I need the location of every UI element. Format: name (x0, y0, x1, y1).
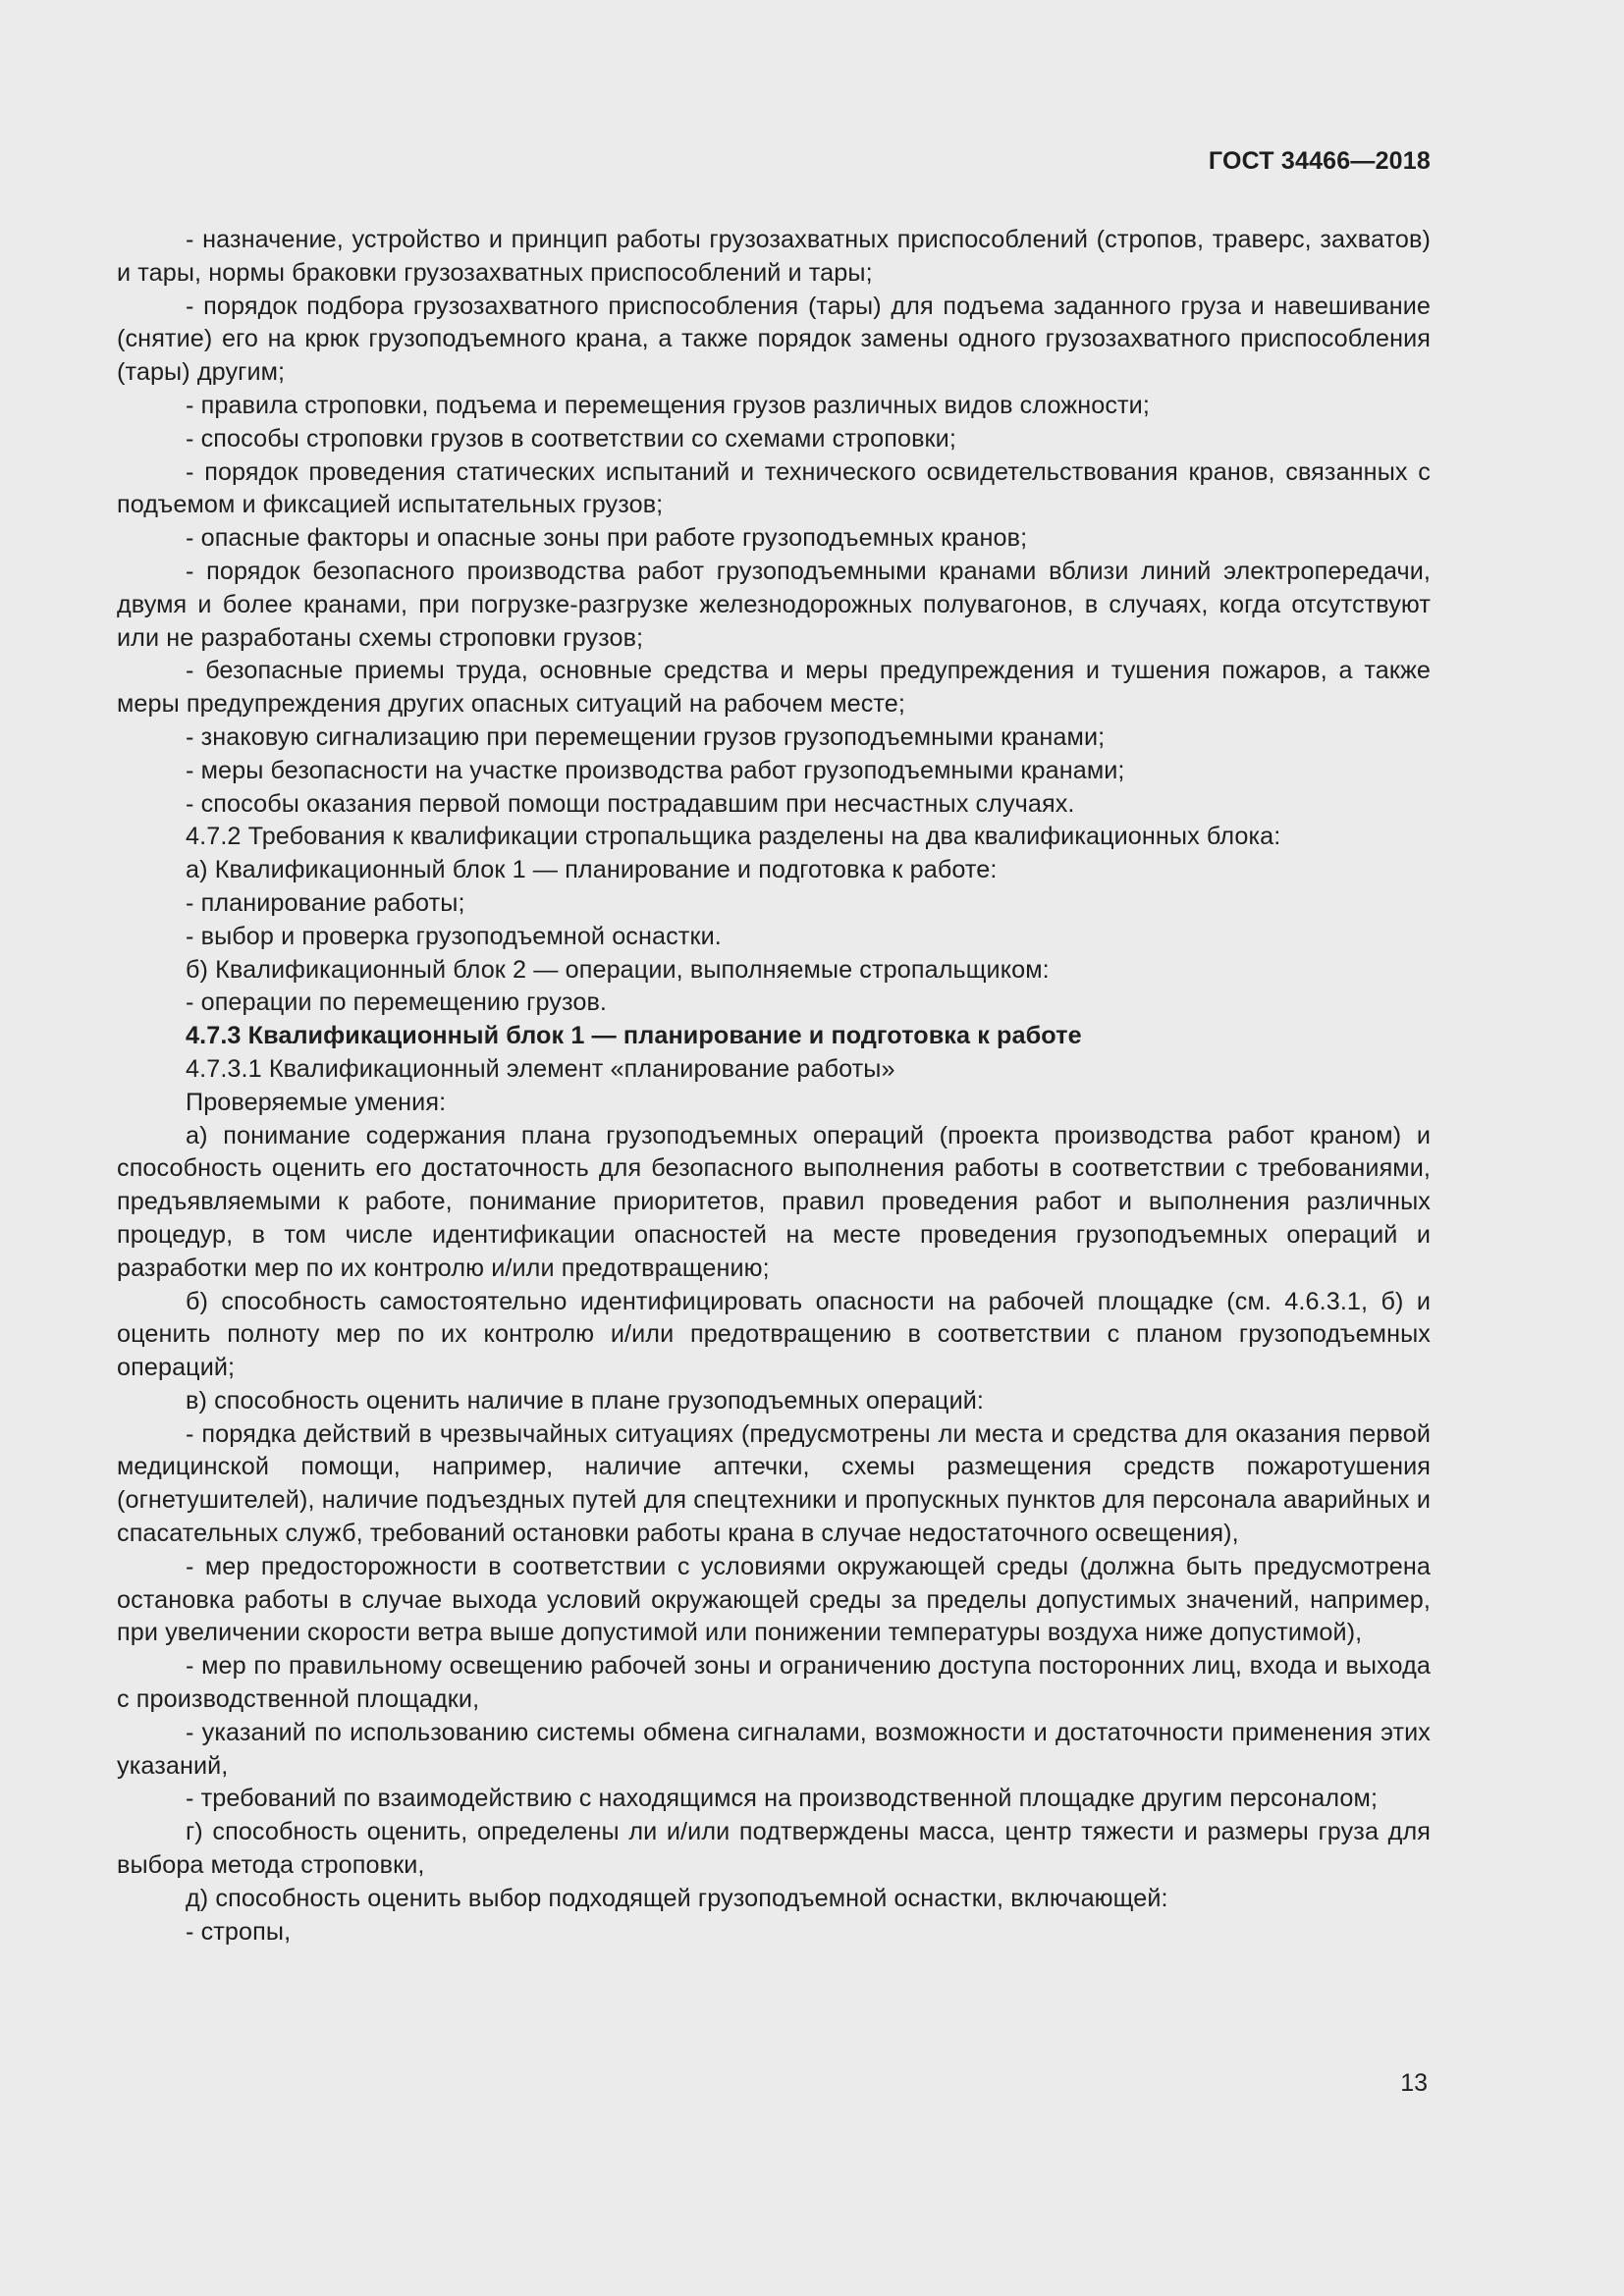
body-paragraph: - мер по правильному освещению рабочей зоны и ограничению доступа посторонних лиц, входа и выхода с производственной площадки, (117, 1652, 1431, 1714)
body-paragraph: в) способность оценить наличие в плане грузоподъемных операций: (186, 1386, 985, 1415)
body-paragraph: - безопасные приемы труда, основные средства и меры предупреждения и тушения пожаров, а также меры предупреждения других опасных ситуаций на рабочем месте; (117, 657, 1431, 719)
body-paragraph: д) способность оценить выбор подходящей грузоподъемной оснастки, включающей: (186, 1884, 1168, 1912)
body-paragraph: а) Квалификационный блок 1 — планирование и подготовка к работе: (186, 856, 998, 884)
body-paragraph: - операции по перемещению грузов. (186, 988, 608, 1017)
body-paragraph: а) понимание содержания плана грузоподъемных операций (проекта производства работ краном) и способность оценить его достаточность для безопасного выполнения работы в соответствии с требованиями, предъявляемыми к работе, понимание приоритетов, правил проведения работ и выполнения различных процедур, в том числе идентификации опасностей на месте проведения грузоподъемных операций и разработки мер по их контролю и/или предотвращению; (117, 1121, 1431, 1282)
body-paragraph: - порядок безопасного производства работ грузоподъемными кранами вблизи линий электропередачи, двумя и более кранами, при погрузке-разгрузке железнодорожных полувагонов, в случаях, когда отсутствуют или не разработаны схемы строповки грузов; (117, 557, 1431, 652)
body-paragraph: - выбор и проверка грузоподъемной оснастки. (186, 922, 722, 950)
section-heading: 4.7.3 Квалификационный блок 1 — планирование и подготовка к работе (186, 1022, 1082, 1050)
body-paragraph: Проверяемые умения: (186, 1088, 447, 1116)
document-header: ГОСТ 34466—2018 (1208, 147, 1431, 175)
body-paragraph: - опасные факторы и опасные зоны при работе грузоподъемных кранов; (186, 524, 1028, 553)
body-paragraph: - указаний по использованию системы обмена сигналами, возможности и достаточности применения этих указаний, (117, 1718, 1431, 1780)
body-paragraph: - планирование работы; (186, 888, 465, 917)
body-paragraph: 4.7.3.1 Квалификационный элемент «планирование работы» (186, 1054, 895, 1083)
body-paragraph: б) Квалификационный блок 2 — операции, выполняемые стропальщиком: (186, 955, 1050, 984)
body-paragraph: 4.7.2 Требования к квалификации стропальщика разделены на два квалификационных блока: (186, 823, 1281, 851)
body-paragraph: г) способность оценить, определены ли и/или подтверждены масса, центр тяжести и размеры груза для выбора метода строповки, (117, 1818, 1431, 1880)
page-number: 13 (1400, 2069, 1428, 2097)
body-paragraph: - назначение, устройство и принцип работы грузозахватных приспособлений (стропов, траверс, захватов) и тары, нормы браковки грузозахватных приспособлений и тары; (117, 226, 1431, 287)
body-paragraph: - порядка действий в чрезвычайных ситуациях (предусмотрены ли места и средства для оказания первой медицинской помощи, например, наличие аптечки, схемы размещения средств пожаротушения (огнетушителей), наличие подъездных путей для спецтехники и пропускных пунктов для персонала аварийных и спасательных служб, требований остановки работы крана в случае недостаточного освещения), (117, 1419, 1431, 1548)
body-paragraph: - способы оказания первой помощи пострадавшим при несчастных случаях. (186, 789, 1075, 818)
body-paragraph: - знаковую сигнализацию при перемещении грузов грузоподъемными кранами; (186, 722, 1106, 751)
body-paragraph: - требований по взаимодействию с находящимся на производственной площадке другим персоналом; (186, 1785, 1379, 1813)
body-paragraph: - порядок проведения статических испытаний и технического освидетельствования кранов, связанных с подъемом и фиксацией испытательных грузов; (117, 457, 1431, 519)
body-paragraph: - меры безопасности на участке производства работ грузоподъемными кранами; (186, 756, 1125, 784)
body-paragraph: - правила строповки, подъема и перемещения грузов различных видов сложности; (186, 391, 1150, 419)
body-paragraph: - мер предосторожности в соответствии с условиями окружающей среды (должна быть предусмотрена остановка работы в случае выхода условий окружающей среды за пределы допустимых значений, например, при увеличении скорости ветра выше допустимой или понижении температуры воздуха ниже допустимой), (117, 1552, 1431, 1647)
document-body (117, 224, 1431, 1949)
body-paragraph: - способы строповки грузов в соответствии со схемами строповки; (186, 424, 956, 453)
body-paragraph: б) способность самостоятельно идентифицировать опасности на рабочей площадке (см. 4.6.3.1, б) и оценить полноту мер по их контролю и/или предотвращению в соответствии с планом грузоподъемных операций; (117, 1287, 1431, 1382)
body-paragraph: - порядок подбора грузозахватного приспособления (тары) для подъема заданного груза и навешивание (снятие) его на крюк грузоподъемного крана, а также порядок замены одного грузозахватного приспособления (тары) другим; (117, 292, 1431, 387)
body-paragraph: - стропы, (186, 1917, 292, 1946)
